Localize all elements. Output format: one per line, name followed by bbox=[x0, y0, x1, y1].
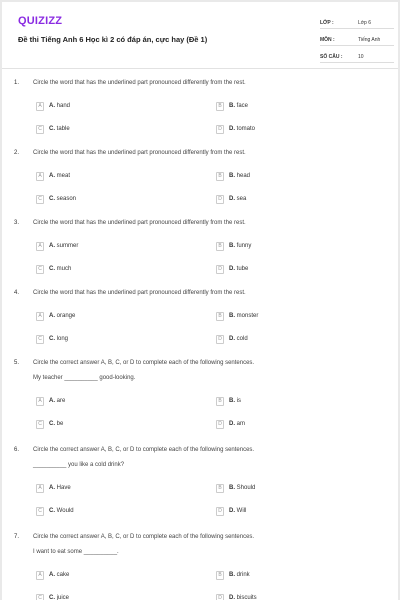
option-text: face bbox=[236, 103, 249, 109]
option-letter-box: B bbox=[216, 571, 224, 580]
option-letter-box: D bbox=[216, 507, 224, 516]
question-number: 2. bbox=[14, 150, 20, 156]
option-letter-box: C bbox=[36, 265, 44, 274]
option-text: drink bbox=[236, 572, 250, 578]
option-text: monster bbox=[236, 313, 259, 319]
question-text: Circle the word that has the underlined part pronounced differently from the rest. bbox=[33, 290, 246, 296]
option-label: A. bbox=[49, 313, 55, 319]
option-letter-box: C bbox=[36, 507, 44, 516]
option-letter-box: A bbox=[36, 397, 44, 406]
option-letter-box: A bbox=[36, 484, 44, 493]
option-letter-box: C bbox=[36, 594, 44, 600]
option-letter-box: C bbox=[36, 335, 44, 344]
answer-option-d[interactable] bbox=[216, 506, 246, 516]
option-text: Have bbox=[56, 485, 71, 491]
answer-option-b[interactable] bbox=[216, 396, 241, 406]
header-divider bbox=[2, 68, 398, 69]
option-letter-box: D bbox=[216, 420, 224, 429]
page-title: Đề thi Tiếng Anh 6 Học kì 2 có đáp án, cực hay (Đề 1) bbox=[18, 35, 208, 44]
option-text: cake bbox=[56, 572, 70, 578]
answer-option-a[interactable] bbox=[36, 483, 71, 493]
option-text: summer bbox=[56, 243, 79, 249]
answer-option-d[interactable] bbox=[216, 194, 246, 204]
option-letter-box: A bbox=[36, 102, 44, 111]
option-label: A. bbox=[49, 572, 55, 578]
option-text: tube bbox=[236, 266, 249, 272]
meta-row-class bbox=[320, 12, 394, 29]
option-text: cold bbox=[236, 336, 248, 342]
option-label: D. bbox=[229, 126, 235, 132]
option-text: sea bbox=[236, 196, 247, 202]
question-sentence: My teacher __________ good-looking. bbox=[33, 375, 136, 381]
answer-option-b[interactable] bbox=[216, 171, 250, 181]
option-label: A. bbox=[49, 103, 55, 109]
question-number: 6. bbox=[14, 447, 20, 453]
answer-option-b[interactable] bbox=[216, 241, 251, 251]
answer-option-d[interactable] bbox=[216, 264, 248, 274]
option-letter-box: D bbox=[216, 335, 224, 344]
question-text: Circle the word that has the underlined part pronounced differently from the rest. bbox=[33, 80, 246, 86]
answer-option-a[interactable] bbox=[36, 570, 69, 580]
question-text: Circle the word that has the underlined part pronounced differently from the rest. bbox=[33, 220, 246, 226]
option-letter-box: B bbox=[216, 172, 224, 181]
option-label: C. bbox=[49, 508, 55, 514]
option-text: be bbox=[56, 421, 64, 427]
answer-option-b[interactable] bbox=[216, 483, 255, 493]
answer-option-a[interactable] bbox=[36, 171, 70, 181]
option-label: A. bbox=[49, 398, 55, 404]
option-label: D. bbox=[229, 266, 235, 272]
option-label: D. bbox=[229, 508, 235, 514]
option-letter-box: A bbox=[36, 312, 44, 321]
answer-option-c[interactable] bbox=[36, 593, 69, 600]
option-letter-box: A bbox=[36, 242, 44, 251]
option-letter-box: C bbox=[36, 420, 44, 429]
option-text: tomato bbox=[236, 126, 256, 132]
answer-option-c[interactable] bbox=[36, 264, 71, 274]
answer-option-b[interactable] bbox=[216, 570, 250, 580]
option-letter-box: D bbox=[216, 195, 224, 204]
quizizz-logo: QUIZIZZ bbox=[18, 15, 63, 27]
option-letter-box: A bbox=[36, 571, 44, 580]
option-text: are bbox=[56, 398, 66, 404]
option-letter-box: D bbox=[216, 125, 224, 134]
option-letter-box: C bbox=[36, 125, 44, 134]
meta-key: MÔN : bbox=[320, 37, 335, 43]
answer-option-c[interactable] bbox=[36, 194, 76, 204]
meta-value: 10 bbox=[358, 54, 364, 60]
option-letter-box: B bbox=[216, 397, 224, 406]
option-label: D. bbox=[229, 421, 235, 427]
answer-option-d[interactable] bbox=[216, 334, 248, 344]
option-text: is bbox=[236, 398, 242, 404]
answer-option-d[interactable] bbox=[216, 593, 257, 600]
answer-option-b[interactable] bbox=[216, 311, 258, 321]
question-text: Circle the correct answer A, B, C, or D to complete each of the following sentences. bbox=[33, 447, 255, 453]
meta-value: Lớp 6 bbox=[358, 20, 372, 26]
question-text: Circle the word that has the underlined part pronounced differently from the rest. bbox=[33, 150, 246, 156]
option-label: A. bbox=[49, 243, 55, 249]
option-label: C. bbox=[49, 336, 55, 342]
answer-option-a[interactable] bbox=[36, 241, 78, 251]
option-label: C. bbox=[49, 196, 55, 202]
option-label: C. bbox=[49, 595, 55, 600]
option-letter-box: A bbox=[36, 172, 44, 181]
answer-option-a[interactable] bbox=[36, 311, 75, 321]
answer-option-c[interactable] bbox=[36, 334, 68, 344]
answer-option-c[interactable] bbox=[36, 506, 74, 516]
question-number: 7. bbox=[14, 534, 20, 540]
option-label: B. bbox=[229, 103, 235, 109]
option-text: head bbox=[236, 173, 251, 179]
option-label: B. bbox=[229, 485, 235, 491]
answer-option-b[interactable] bbox=[216, 101, 248, 111]
question-text: Circle the correct answer A, B, C, or D to complete each of the following sentences. bbox=[33, 534, 255, 540]
answer-option-d[interactable] bbox=[216, 419, 245, 429]
meta-row-count bbox=[320, 46, 394, 63]
option-letter-box: B bbox=[216, 484, 224, 493]
option-text: table bbox=[56, 126, 70, 132]
option-text: long bbox=[56, 336, 69, 342]
option-label: A. bbox=[49, 485, 55, 491]
option-text: biscuits bbox=[236, 595, 257, 600]
option-label: D. bbox=[229, 196, 235, 202]
answer-option-a[interactable] bbox=[36, 396, 65, 406]
option-text: Would bbox=[56, 508, 74, 514]
option-label: B. bbox=[229, 398, 235, 404]
question-number: 5. bbox=[14, 360, 20, 366]
meta-key: SỐ CÂU : bbox=[320, 54, 343, 60]
question-number: 1. bbox=[14, 80, 20, 86]
meta-key: LỚP : bbox=[320, 20, 334, 26]
meta-row-subject bbox=[320, 29, 394, 46]
question-number: 4. bbox=[14, 290, 20, 296]
option-label: B. bbox=[229, 173, 235, 179]
option-text: juice bbox=[56, 595, 70, 600]
option-text: orange bbox=[56, 313, 76, 319]
answer-option-c[interactable] bbox=[36, 419, 63, 429]
option-letter-box: D bbox=[216, 265, 224, 274]
option-letter-box: C bbox=[36, 195, 44, 204]
question-sentence: I want to eat some __________. bbox=[33, 549, 119, 555]
option-label: C. bbox=[49, 266, 55, 272]
option-text: Will bbox=[236, 508, 247, 514]
worksheet-page bbox=[2, 2, 398, 600]
option-label: C. bbox=[49, 421, 55, 427]
option-label: B. bbox=[229, 572, 235, 578]
worksheet-meta bbox=[320, 12, 394, 63]
option-letter-box: B bbox=[216, 312, 224, 321]
option-text: funny bbox=[236, 243, 252, 249]
answer-option-a[interactable] bbox=[36, 101, 70, 111]
meta-value: Tiếng Anh bbox=[358, 37, 381, 43]
question-text: Circle the correct answer A, B, C, or D to complete each of the following sentences. bbox=[33, 360, 255, 366]
option-text: hand bbox=[56, 103, 71, 109]
question-number: 3. bbox=[14, 220, 20, 226]
option-label: B. bbox=[229, 243, 235, 249]
option-letter-box: B bbox=[216, 102, 224, 111]
option-label: D. bbox=[229, 336, 235, 342]
option-label: A. bbox=[49, 173, 55, 179]
option-text: much bbox=[56, 266, 72, 272]
option-text: meat bbox=[56, 173, 71, 179]
question-sentence: __________ you like a cold drink? bbox=[33, 462, 125, 468]
option-text: Should bbox=[236, 485, 256, 491]
answer-option-d[interactable] bbox=[216, 124, 255, 134]
option-text: season bbox=[56, 196, 77, 202]
option-text: am bbox=[236, 421, 246, 427]
answer-option-c[interactable] bbox=[36, 124, 70, 134]
option-label: C. bbox=[49, 126, 55, 132]
option-label: D. bbox=[229, 595, 235, 600]
option-label: B. bbox=[229, 313, 235, 319]
option-letter-box: B bbox=[216, 242, 224, 251]
option-letter-box: D bbox=[216, 594, 224, 600]
